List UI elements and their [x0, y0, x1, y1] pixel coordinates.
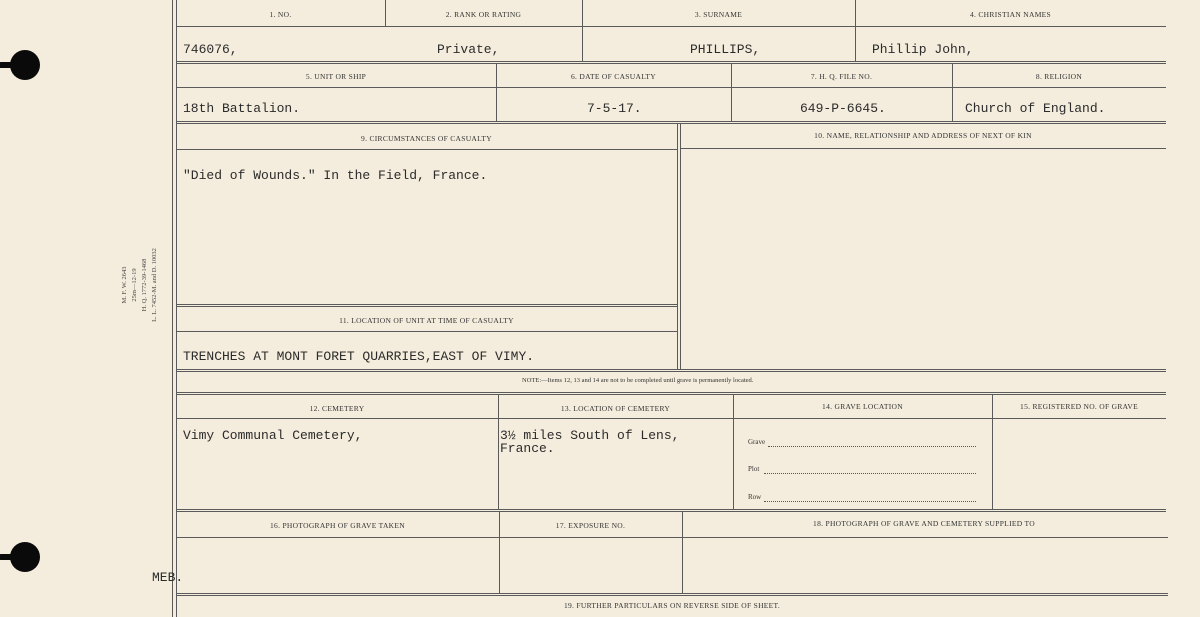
label-date: 6. DATE OF CASUALTY — [570, 72, 656, 81]
label-photo-supplied: 18. PHOTOGRAPH OF GRAVE AND CEMETERY SUPPLIED TO — [813, 519, 1035, 528]
value-religion: Church of England. — [965, 101, 1106, 116]
note-text: NOTE:—Items 12, 13 and 14 are not to be completed until grave is permanently located. — [522, 377, 754, 384]
label-location-cemetery: 13. LOCATION OF CEMETERY — [560, 404, 671, 413]
value-no: 746076, — [183, 42, 238, 57]
value-date: 7-5-17. — [587, 101, 642, 116]
value-cemetery: Vimy Communal Cemetery, — [183, 428, 363, 443]
punch-hole-bottom — [10, 542, 40, 572]
label-registered: 15. REGISTERED NO. OF GRAVE — [1020, 402, 1138, 411]
value-christian: Phillip John, — [872, 42, 974, 57]
value-location-cemetery-line1: 3½ miles South of Lens, — [500, 428, 680, 443]
form-code-text: M. F. W. 2643 25m—12-19 H. Q. 1772-39-1468 L. L. 7452-M. and D. 10032 — [121, 248, 158, 322]
value-initials: MEB. — [152, 570, 184, 585]
label-file: 7. H. Q. FILE NO. — [810, 72, 873, 81]
label-no: 1. NO. — [269, 10, 292, 19]
label-photograph: 16. PHOTOGRAPH OF GRAVE TAKEN — [270, 521, 405, 530]
label-next-of-kin: 10. NAME, RELATIONSHIP AND ADDRESS OF NEXT OF KIN — [814, 131, 1032, 140]
value-location-unit: TRENCHES AT MONT FORET QUARRIES,EAST OF VIMY. — [183, 349, 535, 364]
label-circumstances: 9. CIRCUMSTANCES OF CASUALTY — [361, 134, 492, 143]
label-religion: 8. RELIGION — [1035, 72, 1083, 81]
label-christian: 4. CHRISTIAN NAMES — [969, 10, 1052, 19]
value-unit: 18th Battalion. — [183, 101, 301, 116]
label-rank: 2. RANK OR RATING — [445, 10, 522, 19]
label-grave: Grave — [748, 438, 766, 446]
label-row: Row — [748, 493, 762, 501]
value-surname: PHILLIPS, — [690, 42, 761, 57]
label-exposure: 17. EXPOSURE NO. — [555, 521, 626, 530]
label-further-particulars: 19. FURTHER PARTICULARS ON REVERSE SIDE OF SHEET. — [563, 601, 781, 610]
label-surname: 3. SURNAME — [694, 10, 743, 19]
value-file: 649-P-6645. — [800, 101, 886, 116]
value-location-cemetery-line2: France. — [500, 441, 555, 456]
label-grave-location: 14. GRAVE LOCATION — [822, 402, 903, 411]
value-rank: Private, — [437, 42, 500, 57]
label-location-unit: 11. LOCATION OF UNIT AT TIME OF CASUALTY — [339, 316, 514, 325]
label-plot: Plot — [748, 465, 760, 473]
punch-hole-top — [10, 50, 40, 80]
label-unit: 5. UNIT OR SHIP — [305, 72, 367, 81]
value-circumstances: "Died of Wounds." In the Field, France. — [183, 168, 488, 183]
label-cemetery: 12. CEMETERY — [309, 404, 365, 413]
